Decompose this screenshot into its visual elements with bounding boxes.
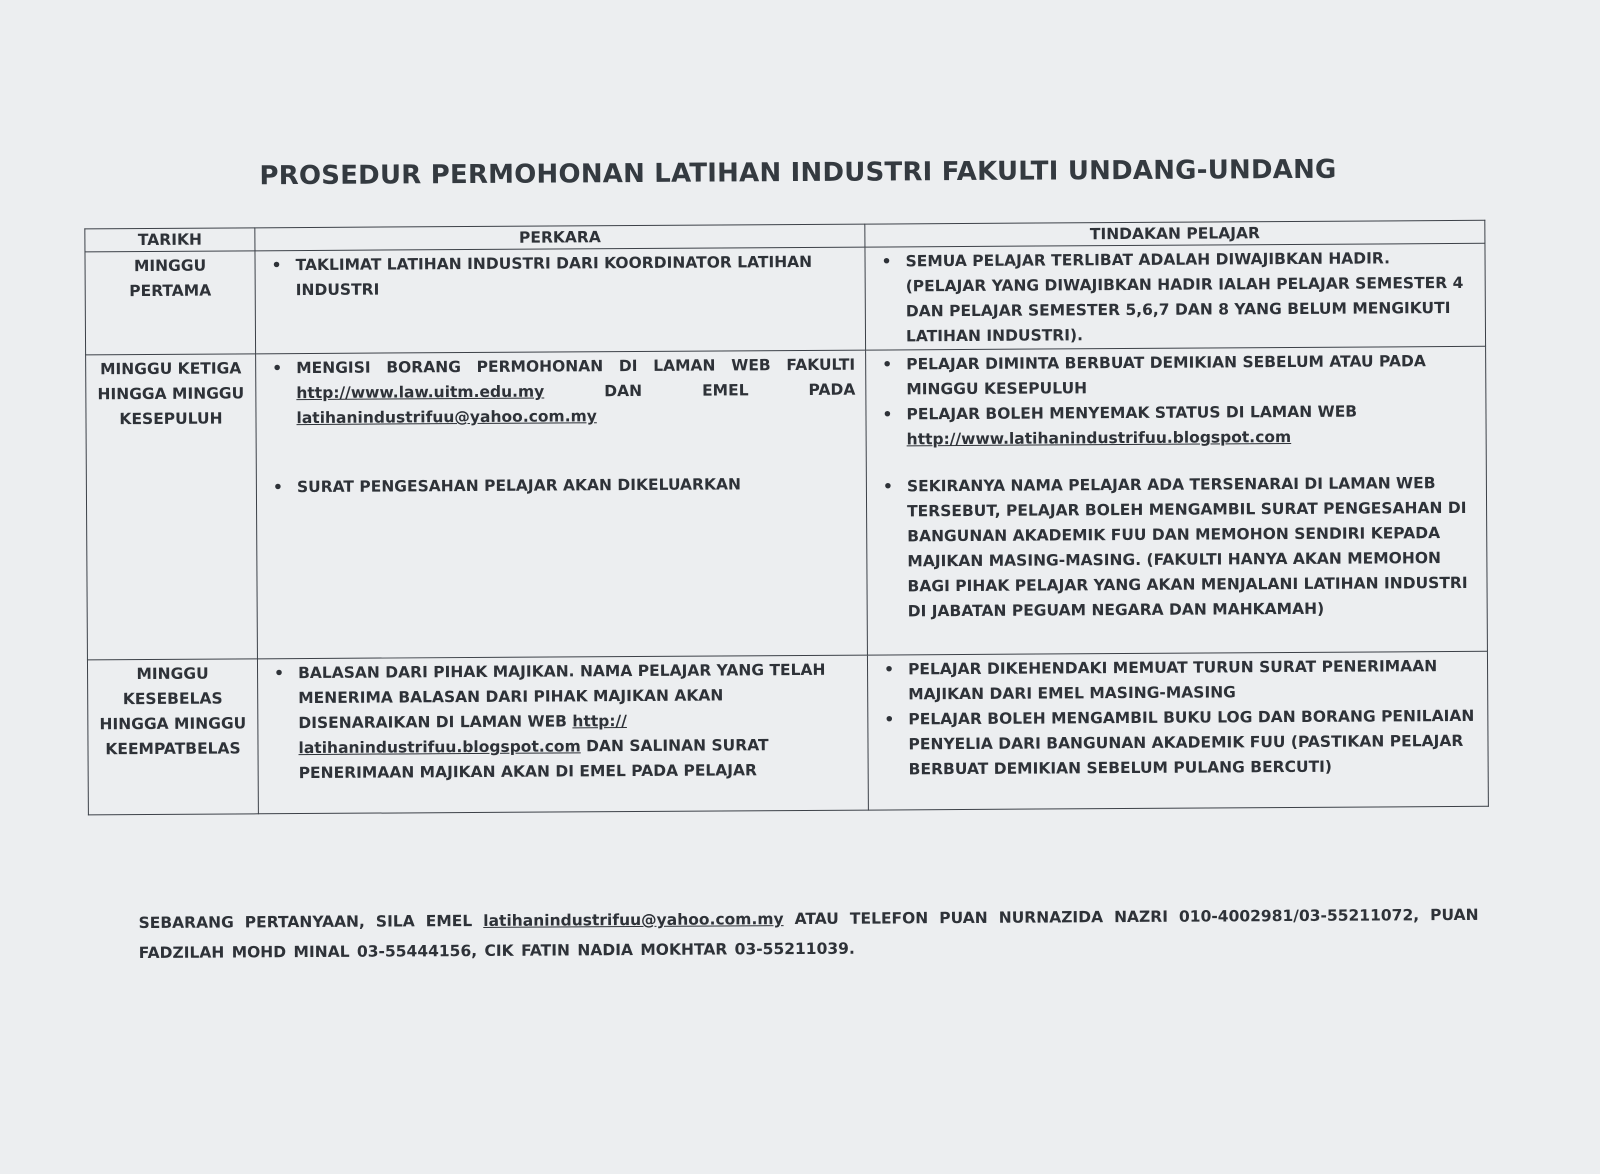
header-tindakan-pelajar: TINDAKAN PELAJAR	[865, 220, 1485, 247]
faculty-website-link[interactable]: http://www.law.uitm.edu.my	[296, 382, 545, 403]
email-link[interactable]: latihanindustrifuu@yahoo.com.my	[296, 407, 597, 428]
blog-website-link[interactable]: http://www.latihanindustrifuu.blogspot.com	[906, 427, 1292, 449]
list-item	[876, 349, 1475, 403]
bullet-icon: •	[882, 477, 893, 496]
list-item-text: PELAJAR DIKEHENDAKI MEMUAT TURUN SURAT PENERIMAAN MAJIKAN DARI EMEL MASING-MASING	[907, 657, 1438, 704]
list-item-text: PELAJAR DIMINTA BERBUAT DEMIKIAN SEBELUM ATAU PADA MINGGU KESEPULUH	[906, 352, 1426, 399]
row-date: MINGGU KESEBELAS HINGGA MINGGU KEEMPATBELAS	[87, 659, 258, 815]
list-item-text: PELAJAR BOLEH MENGAMBIL BUKU LOG DAN BORANG PENILAIAN PENYELIA DARI BANGUNAN AKADEMIK FUU (PASTIKAN PELAJAR BERBUAT DEMIKIAN SEBELUM PULANG BERCUTI)	[908, 706, 1475, 779]
table-row	[85, 243, 1486, 355]
bullet-icon: •	[883, 660, 895, 679]
list-item	[877, 471, 1477, 625]
procedure-table	[84, 220, 1489, 816]
list-item-text: SEKIRANYA NAMA PELAJAR ADA TERSENARAI DI LAMAN WEB TERSEBUT, PELAJAR BOLEH MENGAMBIL SURAT PENGESAHAN DI BANGUNAN AKADEMIK FUU DAN MEMOHON SENDIRI KEPADA MAJIKAN MASING-MASING. (FAKULTI HANYA AKAN MEMOHON BAGI PIHAK PELAJAR YANG AKAN MENJALANI LATIHAN INDUSTRI DI JABATAN PEGUAM NEGARA DAN MAHKAMAH)	[906, 474, 1468, 621]
tindakan-list	[878, 654, 1478, 783]
bullet-icon: •	[271, 256, 282, 275]
contact-suffix: ATAU TELEFON PUAN NURNAZIDA NAZRI 010-4002981/03-55211072, PUAN FADZILAH MOHD MINAL 03-55444156, CIK FATIN NADIA MOKHTAR 03-55211039.	[138, 905, 1479, 963]
contact-prefix: SEBARANG PERTANYAAN, SILA EMEL	[138, 912, 473, 933]
bullet-icon: •	[272, 359, 283, 378]
bullet-icon: •	[273, 664, 285, 683]
table-row	[86, 346, 1488, 660]
list-item-text: SEMUA PELAJAR TERLIBAT ADALAH DIWAJIBKAN HADIR. (PELAJAR YANG DIWAJIBKAN HADIR IALAH PELAJAR SEMESTER 4 DAN PELAJAR SEMESTER 5,6,7 DAN 8 YANG BELUM MENGIKUTI LATIHAN INDUSTRI).	[905, 249, 1464, 346]
header-perkara: PERKARA	[255, 224, 865, 251]
list-item-text: DAN SALINAN SURAT PENERIMAAN MAJIKAN AKAN DI EMEL PADA PELAJAR	[298, 736, 769, 783]
list-item-text: PELAJAR BOLEH MENYEMAK STATUS DI LAMAN WEB	[906, 402, 1358, 424]
list-item	[265, 250, 854, 304]
page-title: PROSEDUR PERMOHONAN LATIHAN INDUSTRI FAKULTI UNDANG-UNDANG	[259, 154, 1337, 192]
row-tindakan	[867, 651, 1488, 810]
list-item-text: DAN EMEL PADA	[604, 380, 856, 401]
blog-website-link[interactable]: http:// latihanindustrifuu.blogspot.com	[298, 712, 627, 758]
contact-email-link[interactable]: latihanindustrifuu@yahoo.com.my	[483, 910, 784, 930]
list-item	[878, 704, 1477, 783]
list-item	[876, 399, 1475, 453]
row-perkara	[255, 247, 866, 354]
header-tarikh: TARIKH	[85, 228, 255, 252]
perkara-list	[265, 250, 854, 304]
row-date: MINGGU KETIGA HINGGA MINGGU KESEPULUH	[86, 354, 258, 660]
bullet-icon: •	[882, 355, 893, 374]
perkara-list	[268, 658, 858, 787]
list-item	[878, 654, 1477, 708]
list-item	[266, 353, 855, 432]
row-perkara	[256, 350, 868, 659]
bullet-icon: •	[272, 478, 283, 497]
contact-note	[138, 900, 1478, 968]
tindakan-list	[875, 246, 1475, 350]
row-perkara	[257, 655, 868, 814]
row-tindakan	[866, 346, 1488, 655]
list-item-text: BALASAN DARI PIHAK MAJIKAN. NAMA PELAJAR YANG TELAH MENERIMA BALASAN DARI PIHAK MAJIKAN AKAN DISENARAIKAN DI LAMAN WEB	[297, 660, 826, 733]
list-item-text: TAKLIMAT LATIHAN INDUSTRI DARI KOORDINATOR LATIHAN INDUSTRI	[295, 252, 813, 300]
row-date: MINGGU PERTAMA	[85, 251, 256, 355]
list-item	[267, 472, 856, 501]
bullet-icon: •	[884, 710, 895, 729]
list-item-text: SURAT PENGESAHAN PELAJAR AKAN DIKELUARKAN	[296, 475, 742, 497]
tindakan-list	[876, 349, 1477, 625]
list-item-text: MENGISI BORANG PERMOHONAN DI LAMAN WEB FAKULTI	[296, 355, 856, 378]
bullet-icon: •	[881, 252, 892, 271]
table-row	[87, 651, 1488, 815]
bullet-icon: •	[882, 405, 893, 424]
row-tindakan	[865, 243, 1486, 350]
perkara-list	[266, 353, 856, 501]
list-item	[875, 246, 1475, 350]
list-item	[268, 658, 858, 787]
